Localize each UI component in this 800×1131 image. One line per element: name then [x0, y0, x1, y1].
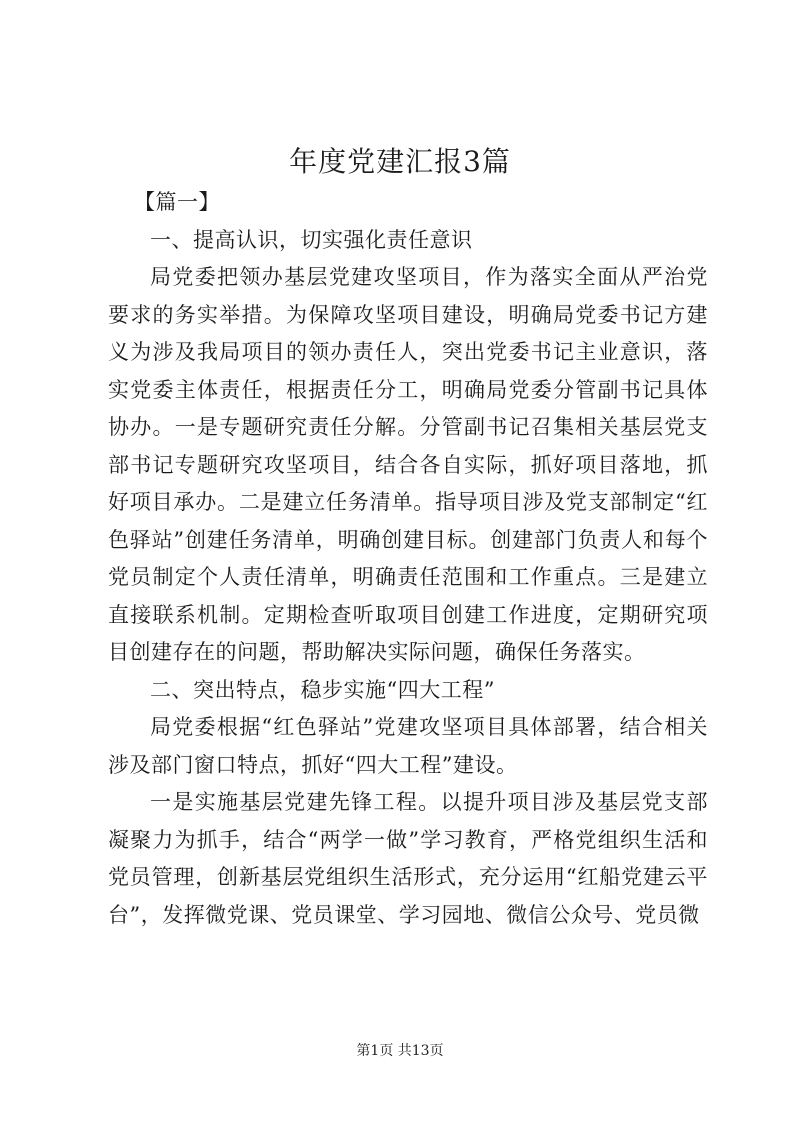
- document-title: 年度党建汇报3篇: [289, 145, 511, 178]
- section-label: 【篇一】: [134, 190, 220, 214]
- heading-section-2: 二、突出特点，稳步实施“四大工程”: [150, 677, 495, 702]
- paragraph-1: 局党委把领办基层党建攻坚项目，作为落实全面从严治党要求的务实举措。为保障攻坚项目建设，明确局党委书记方建义为涉及我局项目的领办责任人，突出党委书记主业意识，落实党委主体责任，根据责任分工，明确局党委分管副书记具体协办。一是专题研究责任分解。分管副书记召集相关基层党支部书记专题研究攻坚项目，结合各自实际，抓好项目落地，抓好项目承办。二是建立任务清单。指导项目涉及党支部制定“红色驿站”创建任务清单，明确创建目标。创建部门负责人和每个党员制定个人责任清单，明确责任范围和工作重点。三是建立直接联系机制。定期检查听取项目创建工作进度，定期研究项目创建存在的问题，帮助解决实际问题，确保任务落实。: [108, 265, 708, 664]
- page-footer: 第1页 共13页: [356, 1043, 444, 1059]
- heading-section-1: 一、提高认识，切实强化责任意识: [150, 227, 473, 252]
- paragraph-2: 局党委根据“红色驿站”党建攻坚项目具体部署，结合相关涉及部门窗口特点，抓好“四大工程”建设。: [108, 715, 708, 777]
- document-body: [108, 184, 708, 934]
- paragraph-3: 一是实施基层党建先锋工程。以提升项目涉及基层党支部凝聚力为抓手，结合“两学一做”学习教育，严格党组织生活和党员管理，创新基层党组织生活形式，充分运用“红船党建云平台”，发挥微党课、党员课堂、学习园地、微信公众号、党员微: [108, 790, 708, 927]
